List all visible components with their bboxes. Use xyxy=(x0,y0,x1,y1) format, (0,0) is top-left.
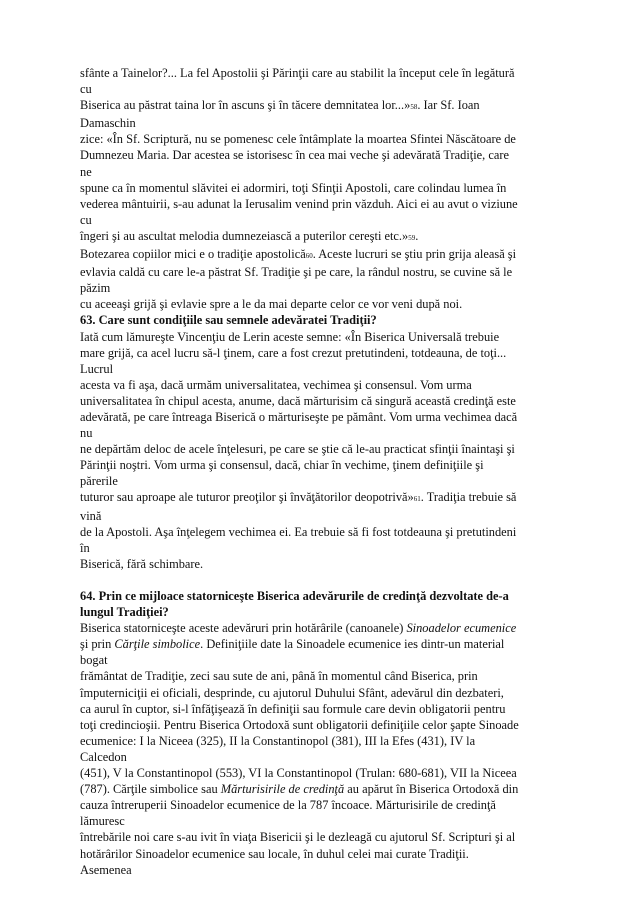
text-line: Biserica au păstrat taina lor în ascuns şi în tăcere demnitatea lor...»58. Iar Sf. Ioan xyxy=(80,98,480,113)
text-line: părerile xyxy=(80,474,118,489)
text-line: ca aurul în cuptor, si-l înfăţişează în definiţii sau formule care devin obligatorii pentru xyxy=(80,701,506,716)
text-line: cauza întreruperii Sinoadelor ecumenice de la 787 încoace. Mărturisirile de credinţă xyxy=(80,798,496,813)
text-line: Damaschin xyxy=(80,116,136,131)
text-line: toţi credincioşii. Pentru Biserica Ortodoxă sunt obligatorii definiţiile celor şapte Sinoade xyxy=(80,717,519,732)
footnote-ref: 58 xyxy=(410,103,418,112)
text-line: (787). Cărţile simbolice sau Mărturisirile de credinţă au apărut în Biserica Ortodoxă din xyxy=(80,782,519,797)
paragraph-gap xyxy=(80,572,560,588)
text-line: acesta va fi aşa, dacă urmăm universalitatea, vechimea şi consensul. Vom urma xyxy=(80,377,472,392)
footnote-ref: 60 xyxy=(305,252,313,261)
text-line: hotărârilor Sinoadelor ecumenice sau locale, în duhul celei mai curate Tradiţii. xyxy=(80,846,469,861)
text-line: Biserica statorniceşte aceste adevăruri prin hotărârile (canoanele) Sinoadelor ecumenice xyxy=(80,621,517,636)
text-line: întrebările noi care s-au ivit în viaţa Bisericii şi le dezleagă cu ajutorul Sf. Scripturi şi al xyxy=(80,830,516,845)
text-line: evlavia caldă cu care le-a păstrat Sf. Tradiţie şi pe care, la rândul nostru, se cuvine să le xyxy=(80,265,513,280)
text-line: vederea mântuirii, s-au adunat la Ierusalim venind prin văzduh. Aici ei au avut o viziune xyxy=(80,196,518,211)
section-heading-64: 64. Prin ce mijloace statorniceşte Biserica adevărurile de credinţă dezvoltate de-a xyxy=(80,589,509,603)
text-line: lămuresc xyxy=(80,814,125,829)
text-line: frământat de Tradiţie, zeci sau sute de ani, până în momentul când Biserica, prin xyxy=(80,669,478,684)
text-line: adevărată, pe care întreaga Biserică o mărturiseşte pe pământ. Vom urma vechimea dacă xyxy=(80,409,518,424)
text-line: păzim xyxy=(80,281,111,296)
text-line: ecumenice: I la Niceea (325), II la Constantinopol (381), III la Efes (431), IV la xyxy=(80,733,476,748)
text-line: de la Apostoli. Aşa înţelegem vechimea ei. Ea trebuie să fi fost totdeauna şi pretutindeni xyxy=(80,524,517,539)
italic-term: Sinoadelor ecumenice xyxy=(406,621,517,636)
text-line: universalitatea în chipul acesta, anume, dacă mărturisim că singură această credinţă este xyxy=(80,393,516,408)
footnote-ref: 59 xyxy=(408,233,416,242)
text-line: ne depărtăm deloc de acele înţelesuri, pe care se ştie că le-au practicat sfinţii înaintaşi şi xyxy=(80,442,515,457)
text-line: bogat xyxy=(80,653,108,668)
footnote-ref: 61 xyxy=(413,495,421,504)
italic-term: Cărţile simbolice xyxy=(114,637,201,652)
text-line: Asemenea xyxy=(80,862,132,877)
text-line: şi prin Cărţile simbolice. Definiţiile date la Sinoadele ecumenice ies dintr-un material xyxy=(80,637,505,652)
text-line: Părinţii noştri. Vom urma şi consensul, dacă, chiar în vechime, ţinem definiţiile şi xyxy=(80,458,484,473)
text-line: sfânte a Tainelor?... La fel Apostolii şi Părinţii care au stabilit la început cele în legătură xyxy=(80,66,515,80)
document-page xyxy=(80,65,560,878)
text-line: Calcedon xyxy=(80,749,127,764)
text-line: ne xyxy=(80,164,92,179)
text-line: vină xyxy=(80,508,102,523)
text-line: Iată cum lămureşte Vincenţiu de Lerin aceste semne: «În Biserica Universală trebuie xyxy=(80,329,500,344)
text-line: îngeri şi au ascultat melodia dumnezeiască a puterilor cereşti etc.»59. xyxy=(80,228,419,243)
text-line: Biserică, fără schimbare. xyxy=(80,556,204,571)
text-line: cu aceeaşi grijă şi evlavie spre a le da mai departe celor ce vor veni după noi. xyxy=(80,297,463,312)
text-line: spune ca în momentul slăvitei ei adormiri, toţi Sfinţii Apostoli, care colindau lumea în xyxy=(80,180,507,195)
text-line: zice: «În Sf. Scriptură, nu se pomenesc cele întâmplate la moartea Sfintei Născătoare de xyxy=(80,132,516,147)
text-line: în xyxy=(80,540,90,555)
text-line: nu xyxy=(80,426,93,441)
text-line: cu xyxy=(80,82,92,97)
italic-term: Mărturisirile de credinţă xyxy=(220,782,345,797)
text-line: împuterniciţii ei oficiali, desprinde, cu ajutorul Duhului Sfânt, adevărul din dezbateri, xyxy=(80,685,504,700)
text-line: mare grijă, ca acel lucru să-l ţinem, care a fost crezut pretutindeni, totdeauna, de toţi... xyxy=(80,345,507,360)
text-line: tuturor sau aproape ale tuturor preoţilor şi învăţătorilor deopotrivă»61. Tradiţia trebuie să xyxy=(80,490,517,505)
text-line: cu xyxy=(80,212,92,227)
text-line: Dumnezeu Maria. Dar acestea se istorisesc în cea mai veche şi adevărată Tradiţie, care xyxy=(80,148,510,163)
text-line: (451), V la Constantinopol (553), VI la Constantinopol (Trulan: 680-681), VII la Niceea xyxy=(80,766,517,781)
text-line: Botezarea copiilor mici e o tradiţie apostolică60. Aceste lucruri se ştiu prin grija aleasă şi xyxy=(80,247,517,262)
section-heading-64-cont: lungul Tradiţiei? xyxy=(80,605,169,620)
section-heading-63: 63. Care sunt condiţiile sau semnele adevăratei Tradiţii? xyxy=(80,313,377,328)
text-line: Lucrul xyxy=(80,361,114,376)
